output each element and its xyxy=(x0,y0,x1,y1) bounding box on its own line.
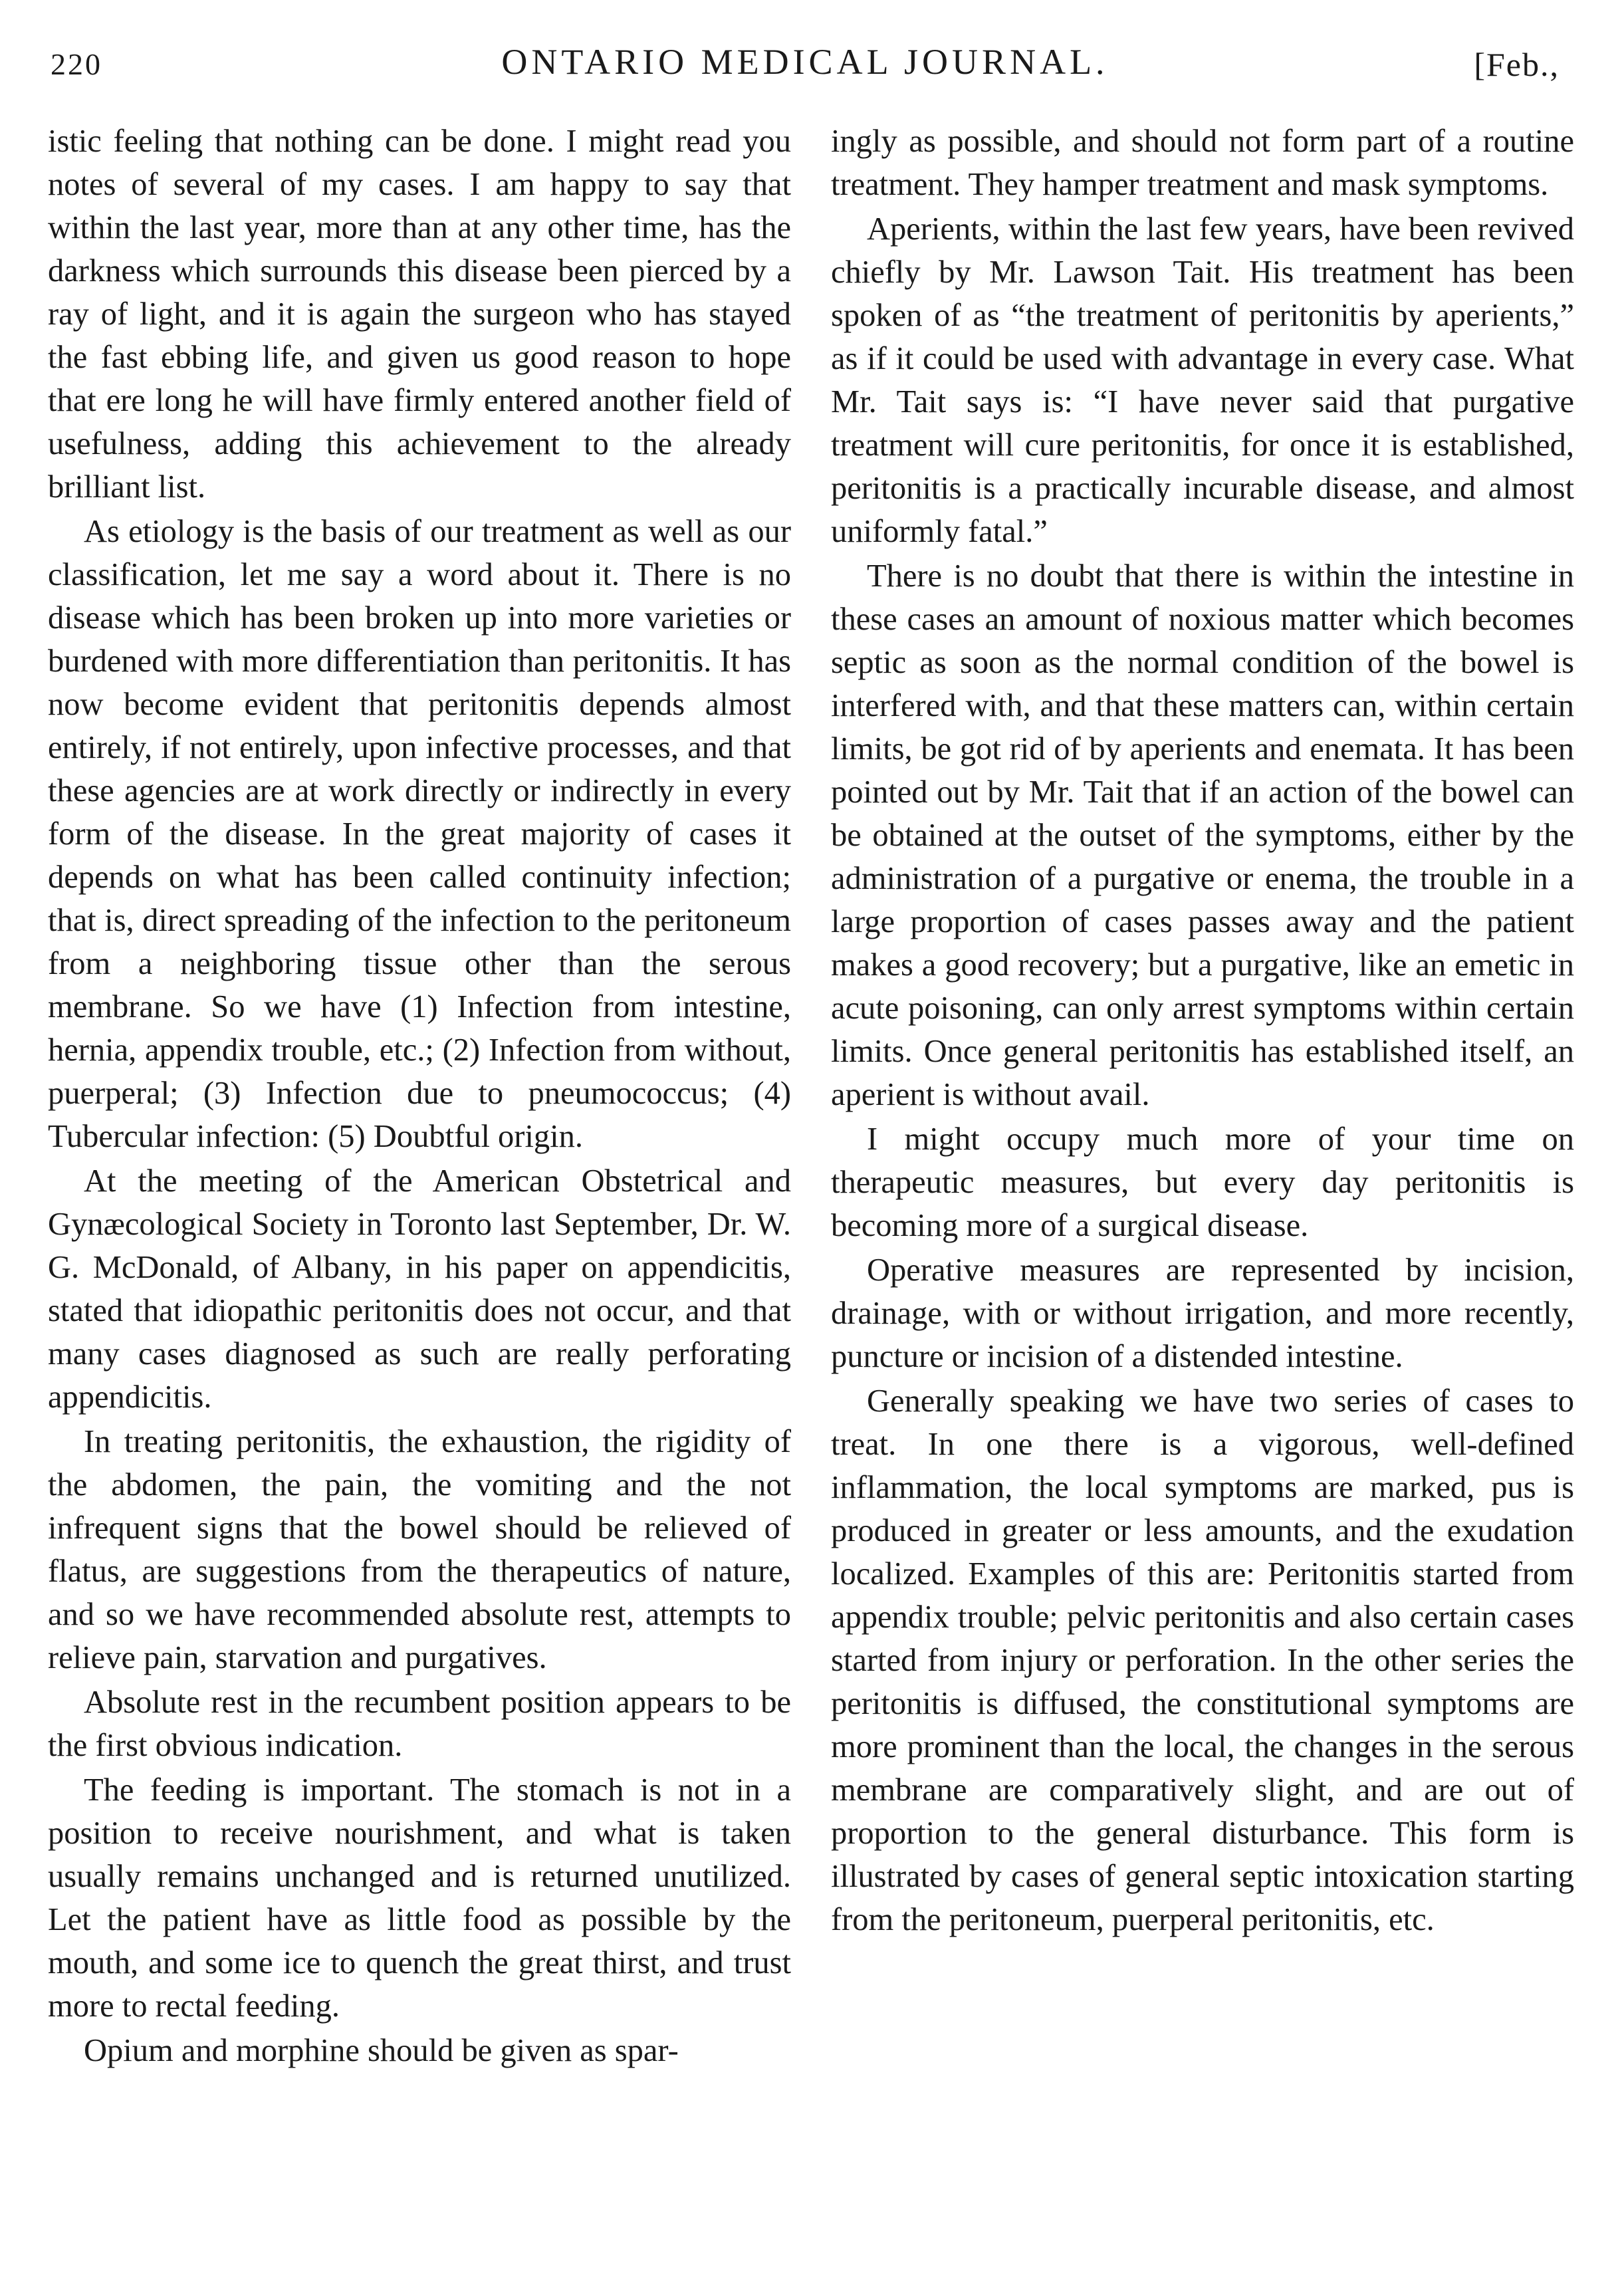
paragraph: Opium and morphine should be given as spar- xyxy=(84,2033,679,2068)
paragraph: istic feeling that nothing can be done. I might read you notes of several of my cases. I am happy to say that within the last year, more than at any other time, has the darkness which surrounds this disease been pierced by a ray of light, and it is again the surgeon who has stayed the fast ebbing life, and given us good reason to hope that ere long he will have firmly entered another field of usefulness, adding this achievement to the already brilliant list. xyxy=(48,124,791,505)
paragraph: The feeding is important. The stomach is not in a position to receive nourishment, and what is taken usually remains unchanged and is returned unutilized. Let the patient have as little food as possible by the mouth, and some ice to quench the great thirst, and trust more to rectal feeding. xyxy=(48,1772,791,2024)
left-column xyxy=(48,120,791,2074)
paragraph: In treating peritonitis, the exhaustion, the rigidity of the abdomen, the pain, the vomiting and the not infrequent signs that the bowel should be relieved of flatus, are suggestions from the therapeutics of nature, and so we have recommended absolute rest, attempts to relieve pain, starvation and purgatives. xyxy=(48,1424,791,1675)
paragraph: As etiology is the basis of our treatment as well as our classification, let me say a word about it. There is no disease which has been broken up into more varieties or burdened with more differentiation than peritonitis. It has now become evident that peritonitis depends almost entirely, if not entirely, upon infective processes, and that these agencies are at work directly or indirectly in every form of the disease. In the great majority of cases it depends on what has been called continuity infection; that is, direct spreading of the infection to the peritoneum from a neighboring tissue other than the serous membrane. So we have (1) Infection from intestine, hernia, appendix trouble, etc.; (2) Infection from without, puerperal; (3) Infection due to pneumococcus; (4) Tubercular infection: (5) Doubtful origin. xyxy=(48,514,791,1154)
paragraph: Operative measures are represented by incision, drainage, with or without irrigation, and more recently, puncture or incision of a distended intestine. xyxy=(831,1253,1574,1374)
page-number: 220 xyxy=(51,47,102,81)
paragraph: Aperients, within the last few years, have been revived chiefly by Mr. Lawson Tait. His treatment has been spoken of as “the treatment of peritonitis by aperients,” as if it could be used with advantage in every case. What Mr. Tait says is: “I have never said that purgative treatment will cure peritonitis, for once it is established, peritonitis is a practically incurable disease, and almost uniformly fatal.” xyxy=(831,211,1574,549)
right-column xyxy=(831,120,1574,1943)
paragraph: ingly as possible, and should not form part of a routine treatment. They hamper treatment and mask symptoms. xyxy=(831,124,1574,202)
running-date: [Feb., xyxy=(1474,46,1560,83)
journal-title: ONTARIO MEDICAL JOURNAL. xyxy=(501,42,1109,82)
running-header xyxy=(51,41,1560,94)
paragraph: Absolute rest in the recumbent position appears to be the first obvious indication. xyxy=(48,1685,791,1763)
paragraph: Generally speaking we have two series of cases to treat. In one there is a vigorous, well-defined inflammation, the local symptoms are marked, pus is produced in greater or less amounts, and the exudation localized. Examples of this are: Peritonitis started from appendix trouble; pelvic peritonitis and also certain cases started from injury or perforation. In the other series the peritonitis is diffused, the constitutional symptoms are more prominent than the local, the changes in the serous membrane are comparatively slight, and are out of proportion to the general disturbance. This form is illustrated by cases of general septic intoxication starting from the peritoneum, puerperal peritonitis, etc. xyxy=(831,1383,1574,1937)
paragraph: There is no doubt that there is within the intestine in these cases an amount of noxious matter which becomes septic as soon as the normal condition of the bowel is interfered with, and that these matters can, within certain limits, be got rid of by aperients and enemata. It has been pointed out by Mr. Tait that if an action of the bowel can be obtained at the outset of the symptoms, either by the administration of a purgative or enema, the trouble in a large proportion of cases passes away and the patient makes a good recovery; but a purgative, like an emetic in acute poisoning, can only arrest symptoms within certain limits. Once general peritonitis has established itself, an aperient is without avail. xyxy=(831,558,1574,1112)
paragraph: At the meeting of the American Obstetrical and Gynæcological Society in Toronto last September, Dr. W. G. McDonald, of Albany, in his paper on appendicitis, stated that idiopathic peritonitis does not occur, and that many cases diagnosed as such are really perforating appendicitis. xyxy=(48,1163,791,1415)
paragraph: I might occupy much more of your time on therapeutic measures, but every day peritonitis is becoming more of a surgical disease. xyxy=(831,1122,1574,1243)
